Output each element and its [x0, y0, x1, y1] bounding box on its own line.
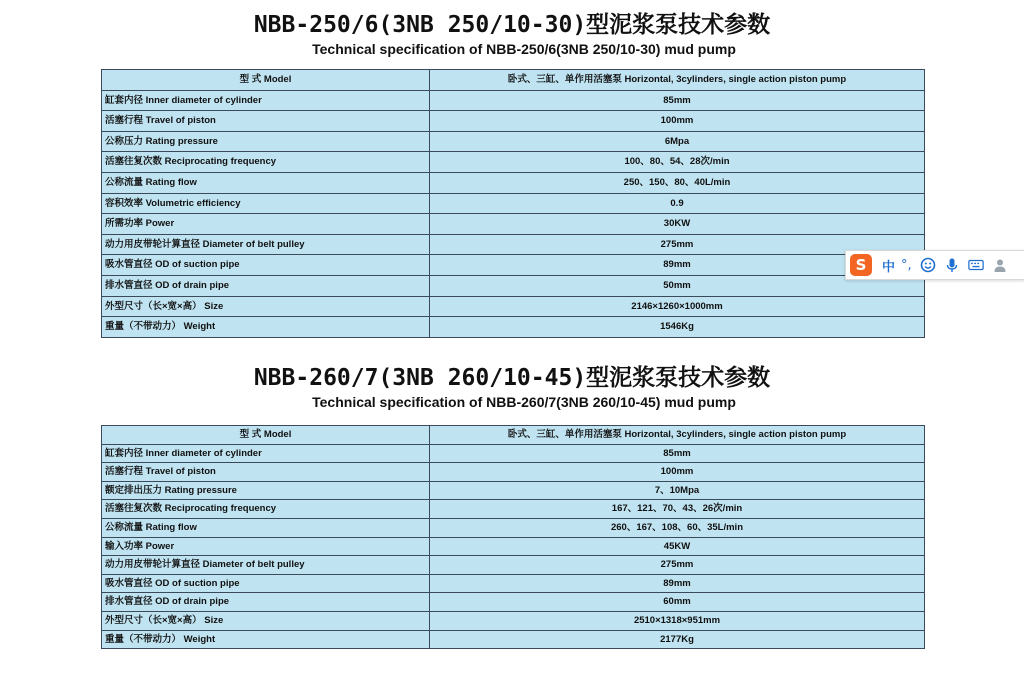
row-label-cell: 排水管直径 OD of drain pipe	[102, 593, 430, 612]
row-value-cell: 6Mpa	[430, 131, 925, 152]
row-value-cell: 50mm	[430, 275, 925, 296]
row-value-cell: 0.9	[430, 193, 925, 214]
row-value-cell: 250、150、80、40L/min	[430, 172, 925, 193]
row-value-cell: 100、80、54、28次/min	[430, 152, 925, 173]
table-row	[102, 234, 925, 255]
header-value-cell: 卧式、三缸、单作用活塞泵 Horizontal, 3cylinders, single action piston pump	[430, 70, 925, 91]
row-value-cell: 60mm	[430, 593, 925, 612]
table-row	[102, 317, 925, 338]
sogou-logo-icon[interactable]: S	[850, 254, 872, 276]
table-row	[102, 518, 925, 537]
table-row	[102, 537, 925, 556]
table-row	[102, 152, 925, 173]
table-row	[102, 593, 925, 612]
table-row	[102, 630, 925, 649]
header-label-cell: 型 式 Model	[102, 426, 430, 445]
table-row	[102, 90, 925, 111]
table2-title: NBB-260/7(3NB 260/10-45)型泥浆泵技术参数	[253, 365, 771, 391]
row-value-cell: 7、10Mpa	[430, 481, 925, 500]
row-label-cell: 重量（不带动力） Weight	[102, 317, 430, 338]
row-label-cell: 排水管直径 OD of drain pipe	[102, 275, 430, 296]
row-label-cell: 吸水管直径 OD of suction pipe	[102, 574, 430, 593]
row-label-cell: 公称流量 Rating flow	[102, 172, 430, 193]
row-label-cell: 容积效率 Volumetric efficiency	[102, 193, 430, 214]
row-value-cell: 100mm	[430, 463, 925, 482]
row-value-cell: 2177Kg	[430, 630, 925, 649]
row-label-cell: 外型尺寸（长×宽×高） Size	[102, 611, 430, 630]
table-row	[102, 296, 925, 317]
row-value-cell: 30KW	[430, 214, 925, 235]
row-label-cell: 活塞行程 Travel of piston	[102, 111, 430, 132]
ime-toolbar[interactable]	[845, 250, 1024, 280]
row-label-cell: 吸水管直径 OD of suction pipe	[102, 255, 430, 276]
table-row	[102, 463, 925, 482]
table-row	[102, 611, 925, 630]
header-label-cell: 型 式 Model	[102, 70, 430, 91]
table-row	[102, 444, 925, 463]
row-value-cell: 45KW	[430, 537, 925, 556]
table-row	[102, 556, 925, 575]
user-icon[interactable]	[992, 257, 1008, 273]
row-value-cell: 85mm	[430, 90, 925, 111]
row-value-cell: 89mm	[430, 255, 925, 276]
table-header-row	[102, 70, 925, 91]
row-value-cell: 100mm	[430, 111, 925, 132]
table-header-row	[102, 426, 925, 445]
row-value-cell: 85mm	[430, 444, 925, 463]
table-row	[102, 500, 925, 519]
microphone-icon[interactable]	[944, 257, 960, 273]
row-label-cell: 公称流量 Rating flow	[102, 518, 430, 537]
row-label-cell: 动力用皮带轮计算直径 Diameter of belt pulley	[102, 556, 430, 575]
table1-subtitle: Technical specification of NBB-250/6(3NB 250/10-30) mud pump	[312, 41, 736, 57]
row-label-cell: 外型尺寸（长×宽×高） Size	[102, 296, 430, 317]
table-row	[102, 111, 925, 132]
row-label-cell: 额定排出压力 Rating pressure	[102, 481, 430, 500]
table-row	[102, 481, 925, 500]
table-row	[102, 193, 925, 214]
row-label-cell: 重量（不带动力） Weight	[102, 630, 430, 649]
row-label-cell: 公称压力 Rating pressure	[102, 131, 430, 152]
table-row	[102, 214, 925, 235]
row-value-cell: 2146×1260×1000mm	[430, 296, 925, 317]
spec-table-2	[101, 425, 925, 649]
row-label-cell: 活塞行程 Travel of piston	[102, 463, 430, 482]
row-value-cell: 275mm	[430, 234, 925, 255]
row-label-cell: 动力用皮带轮计算直径 Diameter of belt pulley	[102, 234, 430, 255]
ime-language-toggle[interactable]: 中	[882, 259, 896, 275]
ime-punctuation-toggle[interactable]: °,	[901, 257, 912, 273]
row-label-cell: 输入功率 Power	[102, 537, 430, 556]
emoji-icon[interactable]	[920, 257, 936, 273]
table1-title: NBB-250/6(3NB 250/10-30)型泥浆泵技术参数	[253, 12, 771, 38]
table-row	[102, 255, 925, 276]
row-value-cell: 2510×1318×951mm	[430, 611, 925, 630]
row-value-cell: 260、167、108、60、35L/min	[430, 518, 925, 537]
table2-subtitle: Technical specification of NBB-260/7(3NB 260/10-45) mud pump	[312, 394, 736, 410]
row-label-cell: 缸套内径 Inner diameter of cylinder	[102, 90, 430, 111]
row-value-cell: 1546Kg	[430, 317, 925, 338]
table-row	[102, 574, 925, 593]
row-label-cell: 所需功率 Power	[102, 214, 430, 235]
header-value-cell: 卧式、三缸、单作用活塞泵 Horizontal, 3cylinders, single action piston pump	[430, 426, 925, 445]
row-value-cell: 89mm	[430, 574, 925, 593]
table-row	[102, 131, 925, 152]
row-label-cell: 活塞往复次数 Reciprocating frequency	[102, 500, 430, 519]
row-value-cell: 275mm	[430, 556, 925, 575]
table-row	[102, 172, 925, 193]
row-label-cell: 缸套内径 Inner diameter of cylinder	[102, 444, 430, 463]
table-row	[102, 275, 925, 296]
spec-table-1	[101, 69, 925, 338]
row-label-cell: 活塞往复次数 Reciprocating frequency	[102, 152, 430, 173]
keyboard-icon[interactable]	[968, 257, 984, 273]
row-value-cell: 167、121、70、43、26次/min	[430, 500, 925, 519]
